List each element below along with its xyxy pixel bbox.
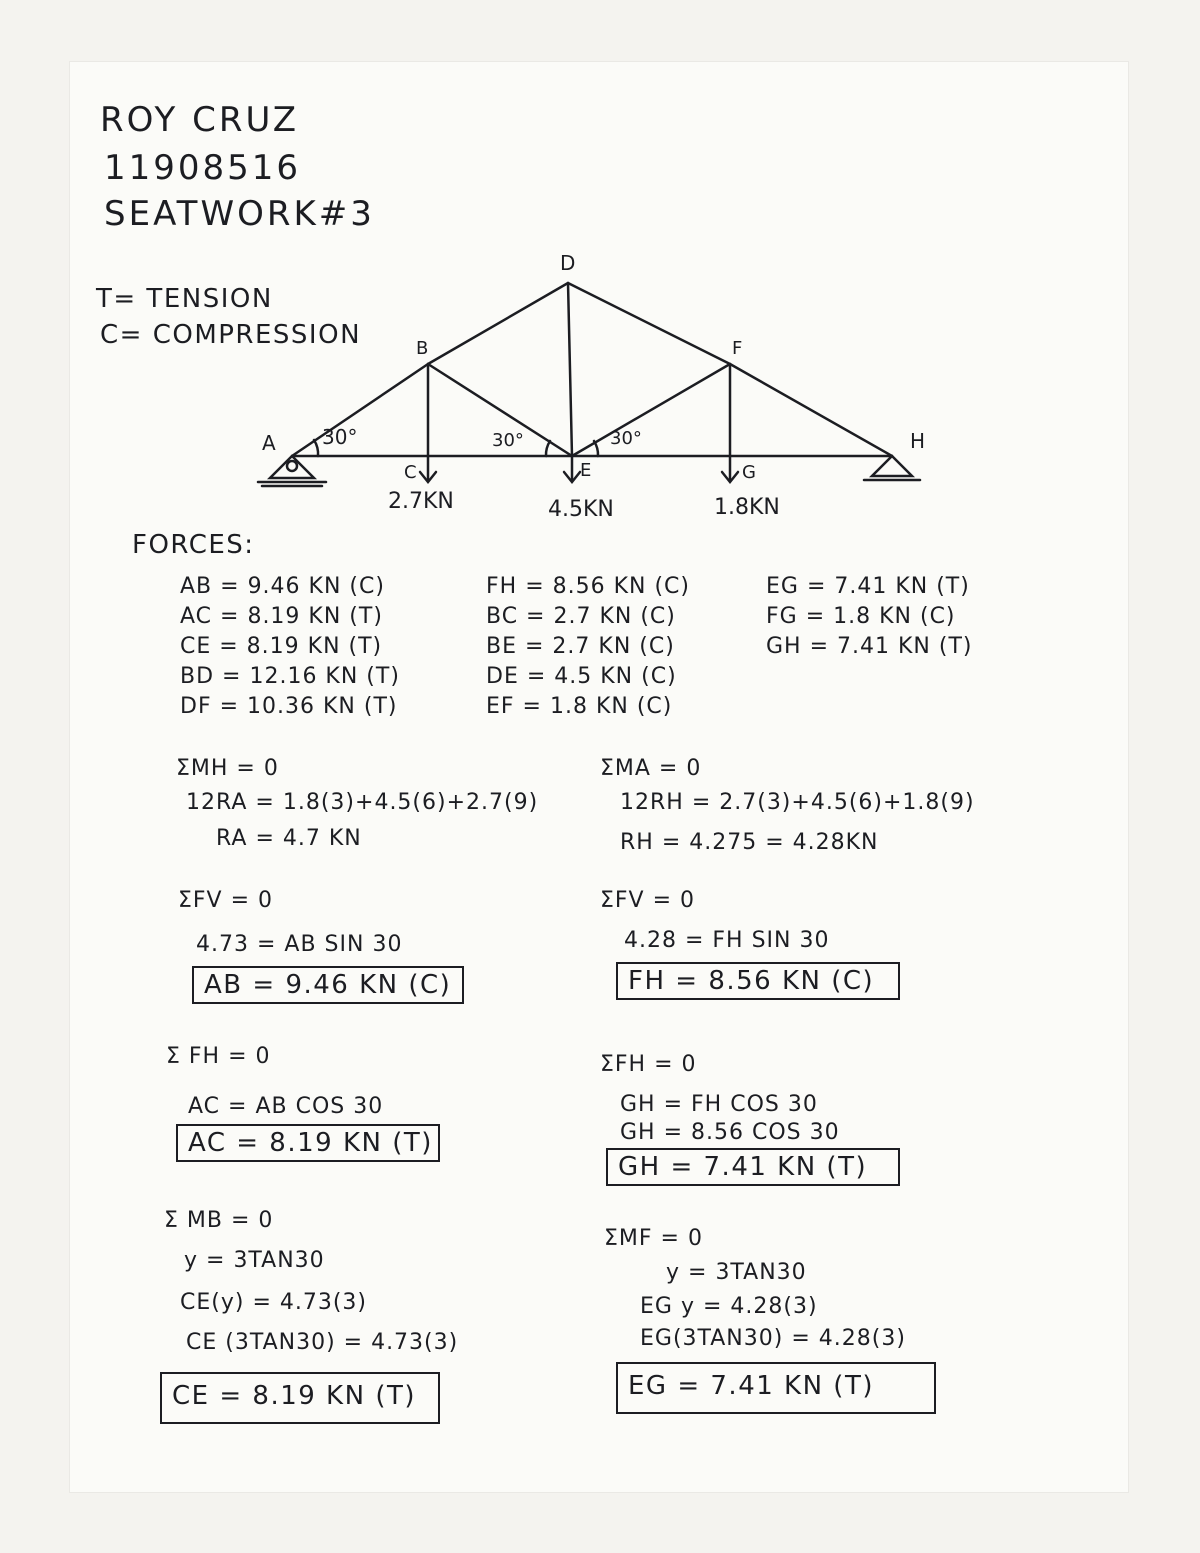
forces-col-3 <box>766 572 972 662</box>
calc-fh-right-eq: ΣFH = 0 <box>600 1052 697 1077</box>
roller-support-h <box>872 456 912 476</box>
calc-mf-line1: y = 3TAN30 <box>666 1260 807 1285</box>
calc-fv-left-line1: 4.73 = AB SIN 30 <box>196 932 403 957</box>
calc-fh-right-line1: GH = FH COS 30 <box>620 1092 818 1117</box>
angle-arc-a <box>314 440 318 456</box>
calc-ma-line2: RH = 4.275 = 4.28KN <box>620 830 879 855</box>
node-label-h: H <box>910 429 926 453</box>
load-label-g: 1.8KN <box>714 495 780 520</box>
student-name: ROY CRUZ <box>100 100 300 140</box>
student-id: 11908516 <box>104 148 302 188</box>
calc-fh-left-line1: AC = AB COS 30 <box>188 1094 384 1119</box>
assignment-title: SEATWORK#3 <box>104 194 375 234</box>
calc-mb-line1: y = 3TAN30 <box>184 1248 325 1273</box>
load-label-c: 2.7KN <box>388 489 454 514</box>
result-box-eg: EG = 7.41 KN (T) <box>616 1362 936 1414</box>
angle-arc-e-left <box>546 441 550 456</box>
result-box-fh: FH = 8.56 KN (C) <box>616 962 900 1000</box>
angle-label-a: 30° <box>322 425 358 449</box>
calc-mh-line2: RA = 4.7 KN <box>216 826 362 851</box>
calc-mf-line2: EG y = 4.28(3) <box>640 1294 818 1319</box>
calc-mh-line1: 12RA = 1.8(3)+4.5(6)+2.7(9) <box>186 790 539 815</box>
legend-compression: C= COMPRESSION <box>100 320 362 350</box>
force-bd: BD = 12.16 KN (T) <box>180 664 400 689</box>
force-bc: BC = 2.7 KN (C) <box>486 604 676 629</box>
angle-arc-e-right <box>594 441 598 456</box>
pin-support-a <box>270 456 314 478</box>
result-box-ce: CE = 8.19 KN (T) <box>160 1372 440 1424</box>
node-label-b: B <box>416 338 429 359</box>
truss-diagram <box>0 0 1200 540</box>
pin-circle-a <box>287 461 297 471</box>
force-fh: FH = 8.56 KN (C) <box>486 574 690 599</box>
node-label-g: G <box>742 462 756 483</box>
calc-mf-line3: EG(3TAN30) = 4.28(3) <box>640 1326 906 1351</box>
force-ab: AB = 9.46 KN (C) <box>180 574 385 599</box>
calc-mb-eq: Σ MB = 0 <box>164 1208 274 1233</box>
calc-fh-left-eq: Σ FH = 0 <box>166 1044 271 1069</box>
result-box-gh: GH = 7.41 KN (T) <box>606 1148 900 1186</box>
result-box-ac: AC = 8.19 KN (T) <box>176 1124 440 1162</box>
calc-ma-eq: ΣMA = 0 <box>600 756 702 781</box>
forces-col-1 <box>180 572 400 722</box>
legend-tension: T= TENSION <box>96 284 273 314</box>
result-box-ab: AB = 9.46 KN (C) <box>192 966 464 1004</box>
node-label-d: D <box>560 251 576 275</box>
force-df: DF = 10.36 KN (T) <box>180 694 398 719</box>
calc-fv-right-eq: ΣFV = 0 <box>600 888 696 913</box>
calc-mh-eq: ΣMH = 0 <box>176 756 279 781</box>
angle-label-e-right: 30° <box>610 428 642 449</box>
node-label-a: A <box>262 431 276 455</box>
member-de <box>568 283 572 456</box>
calc-mf-eq: ΣMF = 0 <box>604 1226 703 1251</box>
forces-heading: FORCES: <box>132 530 255 560</box>
calc-mb-line3: CE (3TAN30) = 4.73(3) <box>186 1330 459 1355</box>
forces-col-2 <box>486 572 690 722</box>
force-de: DE = 4.5 KN (C) <box>486 664 677 689</box>
member-ab <box>292 364 428 456</box>
force-eg: EG = 7.41 KN (T) <box>766 574 970 599</box>
calc-ma-line1: 12RH = 2.7(3)+4.5(6)+1.8(9) <box>620 790 975 815</box>
force-gh: GH = 7.41 KN (T) <box>766 634 973 659</box>
member-fh <box>730 364 892 456</box>
force-be: BE = 2.7 KN (C) <box>486 634 675 659</box>
calc-fv-right-line1: 4.28 = FH SIN 30 <box>624 928 830 953</box>
force-ce: CE = 8.19 KN (T) <box>180 634 383 659</box>
force-fg: FG = 1.8 KN (C) <box>766 604 956 629</box>
node-label-e: E <box>580 460 592 481</box>
calc-fv-left-eq: ΣFV = 0 <box>178 888 274 913</box>
calc-mb-line2: CE(y) = 4.73(3) <box>180 1290 368 1315</box>
calc-fh-right-line2: GH = 8.56 COS 30 <box>620 1120 840 1145</box>
angle-label-e-left: 30° <box>492 430 524 451</box>
member-df <box>568 283 730 364</box>
load-label-e: 4.5KN <box>548 497 614 522</box>
node-label-c: C <box>404 462 417 483</box>
node-label-f: F <box>732 338 743 359</box>
force-ef: EF = 1.8 KN (C) <box>486 694 673 719</box>
member-bd <box>428 283 568 364</box>
force-ac: AC = 8.19 KN (T) <box>180 604 383 629</box>
